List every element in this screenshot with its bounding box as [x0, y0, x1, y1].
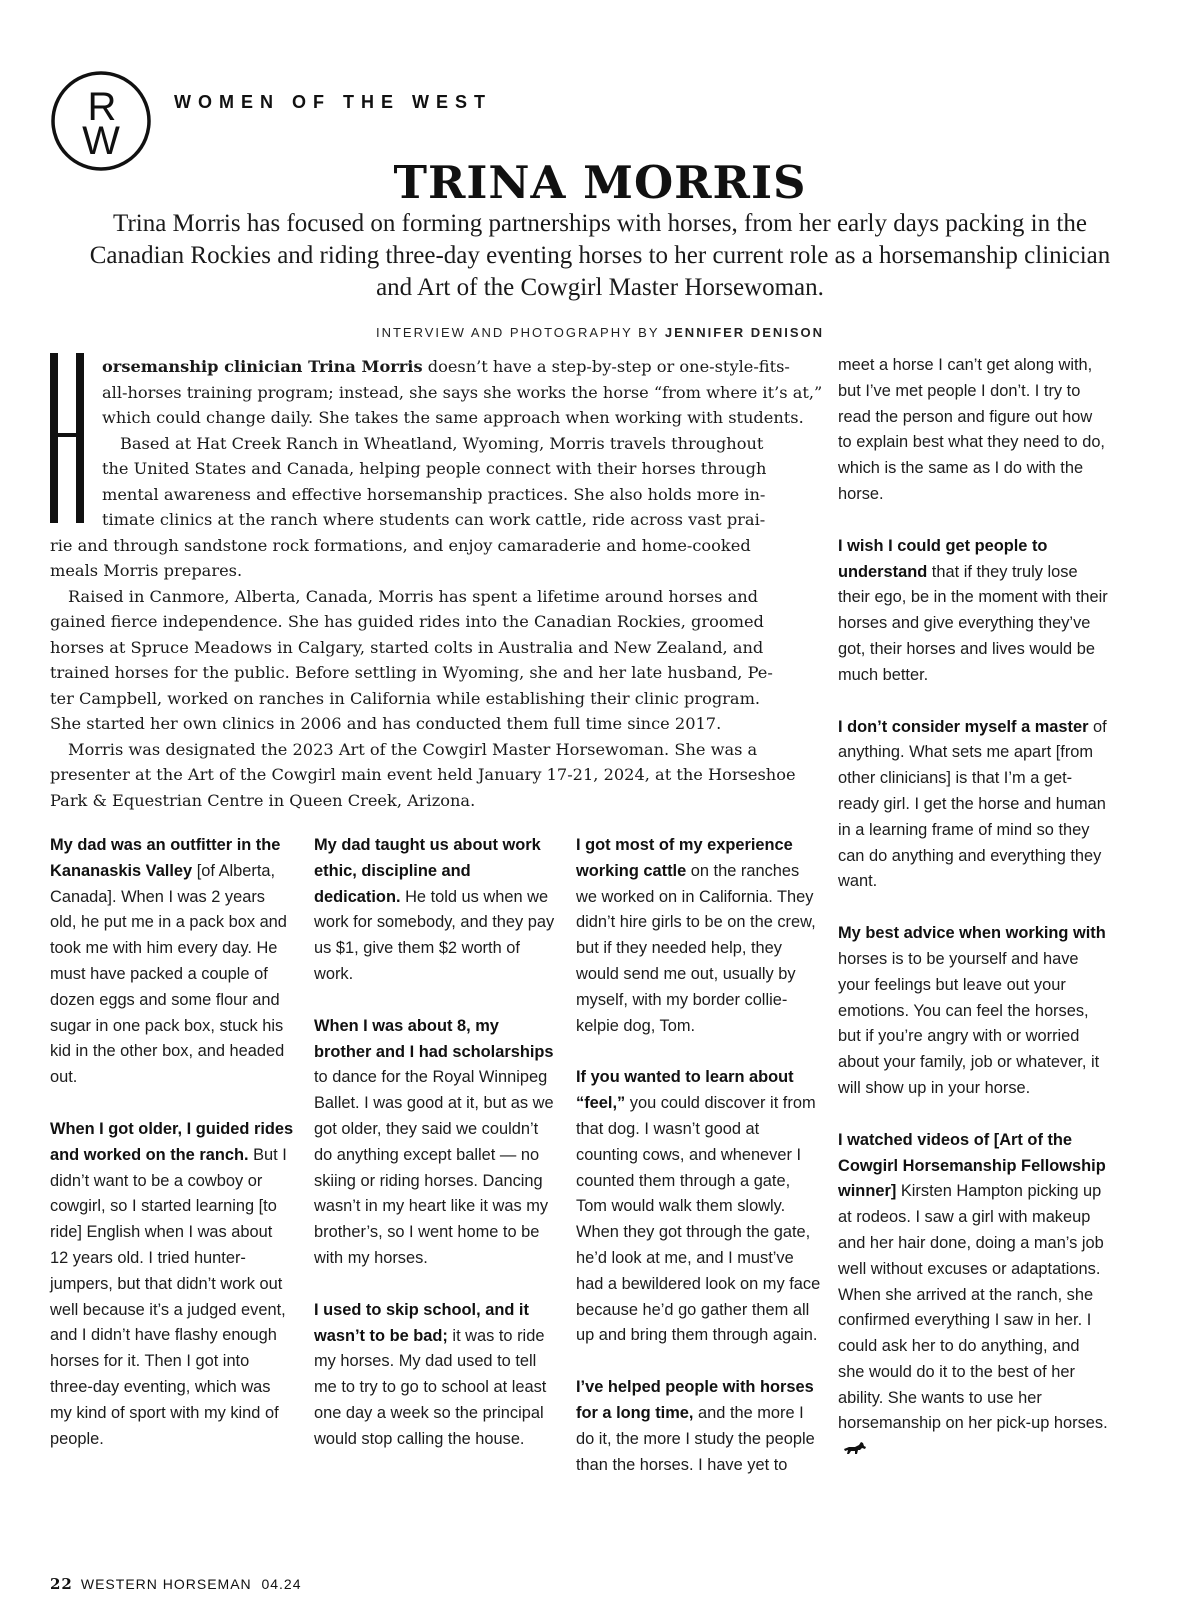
page-number: 22 [50, 1575, 73, 1593]
intro-line: horses at Spruce Meadows in Calgary, started colts in Australia and New Zealand, and [50, 637, 764, 657]
intro-line: ter Campbell, worked on ranches in California while establishing their clinic program. [50, 688, 761, 708]
intro-line: all-horses training program; instead, she says she works the horse “from where it’s at,” [102, 382, 823, 402]
svg-text:W: W [82, 119, 120, 163]
page-footer [50, 1575, 302, 1593]
intro-line: timate clinics at the ranch where students can work cattle, ride across vast prai- [102, 510, 766, 529]
issue-date: 04.24 [261, 1576, 302, 1592]
section-label: WOMEN OF THE WEST [174, 92, 492, 112]
qa-paragraph: meet a horse I can’t get along with, but I’ve met people I don’t. I try to read the person and figure out how to explain best what they need to do, which is the same as I do with the horse. [838, 356, 1105, 503]
intro-line: Based at Hat Creek Ranch in Wheatland, Wyoming, Morris travels throughout [120, 433, 764, 453]
intro-line: Morris was designated the 2023 Art of the Cowgirl Master Horsewoman. She was a [68, 739, 758, 759]
qa-paragraph: When I got older, I guided rides and worked on the ranch. But I didn’t want to be a cowboy or cowgirl, so I started learning [to ride] English when I was about 12 years old. I tried hunter-jumpers, but that didn’t work out well because it’s a judged event, and I didn’t have flashy enough horses for it. Then I got into three-day eventing, which was my kind of sport with my kind of people. [50, 1119, 294, 1448]
qa-paragraph: I watched videos of [Art of the Cowgirl Horsemanship Fellowship winner] Kirsten Hampton picking up at rodeos. I saw a girl with makeup and her hair done, doing a man’s job well without excuses or adaptations. When she arrived at the ranch, she confirmed everything I saw in her. I could ask her to do anything, and she would do it to the best of her ability. She wants to use her horsemanship on her pick-up horses. [838, 1128, 1108, 1463]
magazine-name: WESTERN HORSEMAN [80, 1576, 252, 1592]
qa-paragraph: I wish I could get people to understand that if they truly lose their ego, be in the moment with their horses and give everything they’ve got, their horses and lives would be much better. [838, 536, 1108, 684]
qa-paragraph: My best advice when working with horses is to be yourself and have your feelings but leave out your emotions. You can feel the horses, but if you’re angry with or worried about your family, job or whatever, it will show up in your horse. [838, 924, 1106, 1097]
qa-column-2 [314, 833, 559, 1479]
intro-line: orsemanship clinician Trina Morris doesn’t have a step-by-step or one-style-fits- [102, 357, 790, 376]
intro-line: meals Morris prepares. [50, 561, 243, 580]
qa-column-3 [576, 833, 821, 1504]
intro-text [50, 354, 834, 813]
qa-paragraph: I don’t consider myself a master of anything. What sets me apart [from other clinicians] is that I’m a get-ready girl. I get the horse and human in a learning frame of mind so they can do anything and everything they want. [838, 717, 1107, 891]
qa-paragraph: I used to skip school, and it wasn’t to be bad; it was to ride my horses. My dad used to tell me to try to go to school at least one day a week so the principal would stop calling the house. [314, 1300, 547, 1448]
qa-paragraph: I got most of my experience working cattle on the ranches we worked on in California. They didn’t hire girls to be on the crew, but if they needed help, they would send me out, usually by myself, with my border collie-kelpie dog, Tom. [576, 836, 816, 1035]
qa-column-1 [50, 833, 295, 1478]
qa-paragraph: My dad was an outfitter in the Kananaskis Valley [of Alberta, Canada]. When I was 2 years old, he put me in a pack box and took me with him every day. He must have packed a couple of dozen eggs and some flour and sugar in one pack box, stuck his kid in the other box, and headed out. [50, 836, 287, 1087]
intro-line: rie and through sandstone rock formations, and enjoy camaraderie and home-cooked [50, 535, 751, 555]
intro-line: which could change daily. She takes the same approach when working with students. [102, 408, 804, 427]
intro-line: Park & Equestrian Centre in Queen Creek, Arizona. [50, 790, 476, 810]
article-title: TRINA MORRIS [393, 156, 807, 209]
article-deck: Trina Morris has focused on forming partnerships with horses, from her early days packing in the Canadian Rockies and riding three-day eventing horses to her current role as a horsemanship clinician and Art of the Cowgirl Master Horsewoman. [89, 210, 1111, 301]
horse-end-mark-icon [842, 1440, 868, 1456]
byline-prefix: INTERVIEW AND PHOTOGRAPHY BY [375, 325, 660, 340]
byline [0, 325, 1200, 340]
intro-line: trained horses for the public. Before settling in Wyoming, she and her late husband, Pe- [50, 663, 773, 682]
intro-lead: orsemanship clinician Trina Morris [102, 357, 423, 376]
qa-paragraph: When I was about 8, my brother and I had scholarships to dance for the Royal Winnipeg Ballet. I was good at it, but as we got older, they said we couldn’t do anything except ballet — no skiing or riding horses. Dancing wasn’t in my heart like it was my brother’s, so I went home to be with my horses. [314, 1016, 554, 1267]
intro-line: mental awareness and effective horsemanship practices. She also holds more in- [102, 484, 766, 504]
qa-paragraph: My dad taught us about work ethic, discipline and dedication. He told us when we work for somebody, and they pay us $1, give them $2 worth of work. [314, 836, 555, 983]
intro-line: gained fierce independence. She has guided rides into the Canadian Rockies, groomed [50, 612, 764, 631]
intro-line: presenter at the Art of the Cowgirl main event held January 17-21, 2024, at the Horseshoe [50, 765, 796, 784]
qa-paragraph: If you wanted to learn about “feel,” you could discover it from that dog. I wasn’t good at counting cows, and whenever I counted them through a gate, Tom would walk them slowly. When they got through the gate, he’d look at me, and I must’ve had a bewildered look on my face because he’d go gather them all up and bring them through again. [576, 1068, 821, 1345]
byline-author: JENNIFER DENISON [664, 325, 825, 340]
qa-paragraph: I’ve helped people with horses for a long time, and the more I do it, the more I study the people than the horses. I have yet to [576, 1378, 815, 1474]
intro-line: Raised in Canmore, Alberta, Canada, Morris has spent a lifetime around horses and [68, 586, 759, 606]
intro-line: the United States and Canada, helping people connect with their horses through [102, 459, 767, 478]
svg-text:R: R [87, 85, 117, 129]
qa-column-4 [838, 353, 1108, 1489]
intro-line: She started her own clinics in 2006 and has conducted them full time since 2017. [50, 714, 722, 733]
